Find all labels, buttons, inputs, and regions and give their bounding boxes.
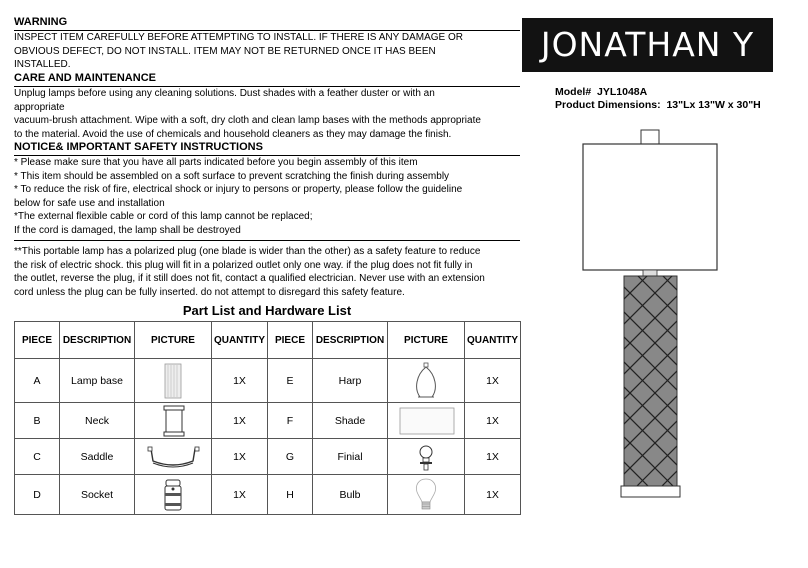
description-cell: Neck: [60, 403, 135, 439]
piece-cell: C: [15, 439, 60, 475]
care-text: Unplug lamps before using any cleaning solutions. Dust shades with a feather duster or with an appropriate vacuum-brush attachment. Wipe with a soft, dry cloth and clean lamp bases with the methods appropriate to the material. Avoid the use of chemicals and household cleaners as they may damage the finish.: [14, 88, 481, 140]
header-piece: PIECE: [268, 322, 313, 359]
picture-cell: [388, 475, 465, 515]
picture-cell: [135, 475, 212, 515]
notice-text: * Please make sure that you have all parts indicated before you begin assembly of this item * This item should be assembled on a soft surface to prevent scratching the finish during assembly * To reduce the risk of fire, electrical shock or injury to persons or property, please follow the guideline below for safe use and installation *The external flexible cable or cord of this lamp cannot be replaced; If the cord is damaged, the lamp shall be destroyed: [14, 157, 463, 236]
quantity-cell: 1X: [465, 439, 521, 475]
shade-icon: [388, 404, 465, 438]
shade-part: [583, 144, 717, 270]
header-description: DESCRIPTION: [313, 322, 388, 359]
description-cell: Bulb: [313, 475, 388, 515]
model-value: JYL1048A: [597, 86, 648, 98]
piece-cell: F: [268, 403, 313, 439]
description-cell: Socket: [60, 475, 135, 515]
header-piece: PIECE: [15, 322, 60, 359]
brand-logo: [522, 18, 773, 72]
parts-title: Part List and Hardware List: [182, 303, 352, 318]
model-line: [555, 86, 647, 98]
quantity-cell: 1X: [212, 403, 268, 439]
dimensions-label: Product Dimensions:: [555, 99, 661, 111]
lamp-illustration: [575, 128, 725, 503]
description-cell: Lamp base: [60, 359, 135, 403]
piece-cell: H: [268, 475, 313, 515]
warning-heading: WARNING: [14, 16, 68, 28]
dimensions-line: [555, 99, 761, 111]
quantity-cell: 1X: [465, 475, 521, 515]
table-row: [15, 359, 521, 403]
model-label: Model#: [555, 86, 592, 98]
piece-cell: E: [268, 359, 313, 403]
brand-name: JONATHAN Y: [540, 25, 755, 64]
quantity-cell: 1X: [212, 359, 268, 403]
picture-cell: [135, 439, 212, 475]
header-picture: PICTURE: [135, 322, 212, 359]
description-cell: Finial: [313, 439, 388, 475]
piece-cell: A: [15, 359, 60, 403]
header-picture: PICTURE: [388, 322, 465, 359]
quantity-cell: 1X: [465, 403, 521, 439]
picture-cell: [388, 359, 465, 403]
finial-part: [641, 130, 659, 144]
polarized-divider: [14, 240, 520, 241]
header-quantity: QUANTITY: [212, 322, 268, 359]
base-part: [621, 486, 680, 497]
neck-part: [643, 270, 657, 276]
picture-cell: [135, 359, 212, 403]
table-row: [15, 475, 521, 515]
saddle-icon: [135, 441, 212, 473]
piece-cell: G: [268, 439, 313, 475]
description-cell: Shade: [313, 403, 388, 439]
care-heading: CARE AND MAINTENANCE: [14, 72, 156, 84]
finial-icon: [388, 441, 465, 473]
picture-cell: [388, 439, 465, 475]
table-row: [15, 439, 521, 475]
header-quantity: QUANTITY: [465, 322, 521, 359]
description-cell: Saddle: [60, 439, 135, 475]
table-header-row: [15, 322, 521, 359]
notice-heading: NOTICE& IMPORTANT SAFETY INSTRUCTIONS: [14, 141, 263, 153]
piece-cell: D: [15, 475, 60, 515]
picture-cell: [388, 403, 465, 439]
polarized-text: **This portable lamp has a polarized plug (one blade is wider than the other) as a safety feature to reduce the risk of electric shock. this plug will fit in a polarized outlet only one way. if the plug does not fit fully in the outlet, reverse the plug, if it still does not fit, contact a qualified electrician. Never use with an extension cord unless the plug can be fully inserted. do not attempt to disregard this safety feature.: [14, 246, 485, 298]
quantity-cell: 1X: [465, 359, 521, 403]
dimensions-value: 13"Lx 13"W x 30"H: [666, 99, 761, 111]
parts-table: [14, 321, 521, 515]
piece-cell: B: [15, 403, 60, 439]
bulb-icon: [388, 476, 465, 514]
lamp-base-icon: [135, 361, 212, 401]
header-description: DESCRIPTION: [60, 322, 135, 359]
quantity-cell: 1X: [212, 475, 268, 515]
description-cell: Harp: [313, 359, 388, 403]
harp-icon: [388, 361, 465, 401]
warning-text: INSPECT ITEM CAREFULLY BEFORE ATTEMPTING TO INSTALL. IF THERE IS ANY DAMAGE OR OBVIOUS DEFECT, DO NOT INSTALL. ITEM MAY NOT BE RETURNED ONCE IT HAS BEEN INSTALLED.: [14, 32, 463, 70]
picture-cell: [135, 403, 212, 439]
table-row: [15, 403, 521, 439]
quantity-cell: 1X: [212, 439, 268, 475]
socket-icon: [135, 476, 212, 514]
neck-icon: [135, 404, 212, 438]
